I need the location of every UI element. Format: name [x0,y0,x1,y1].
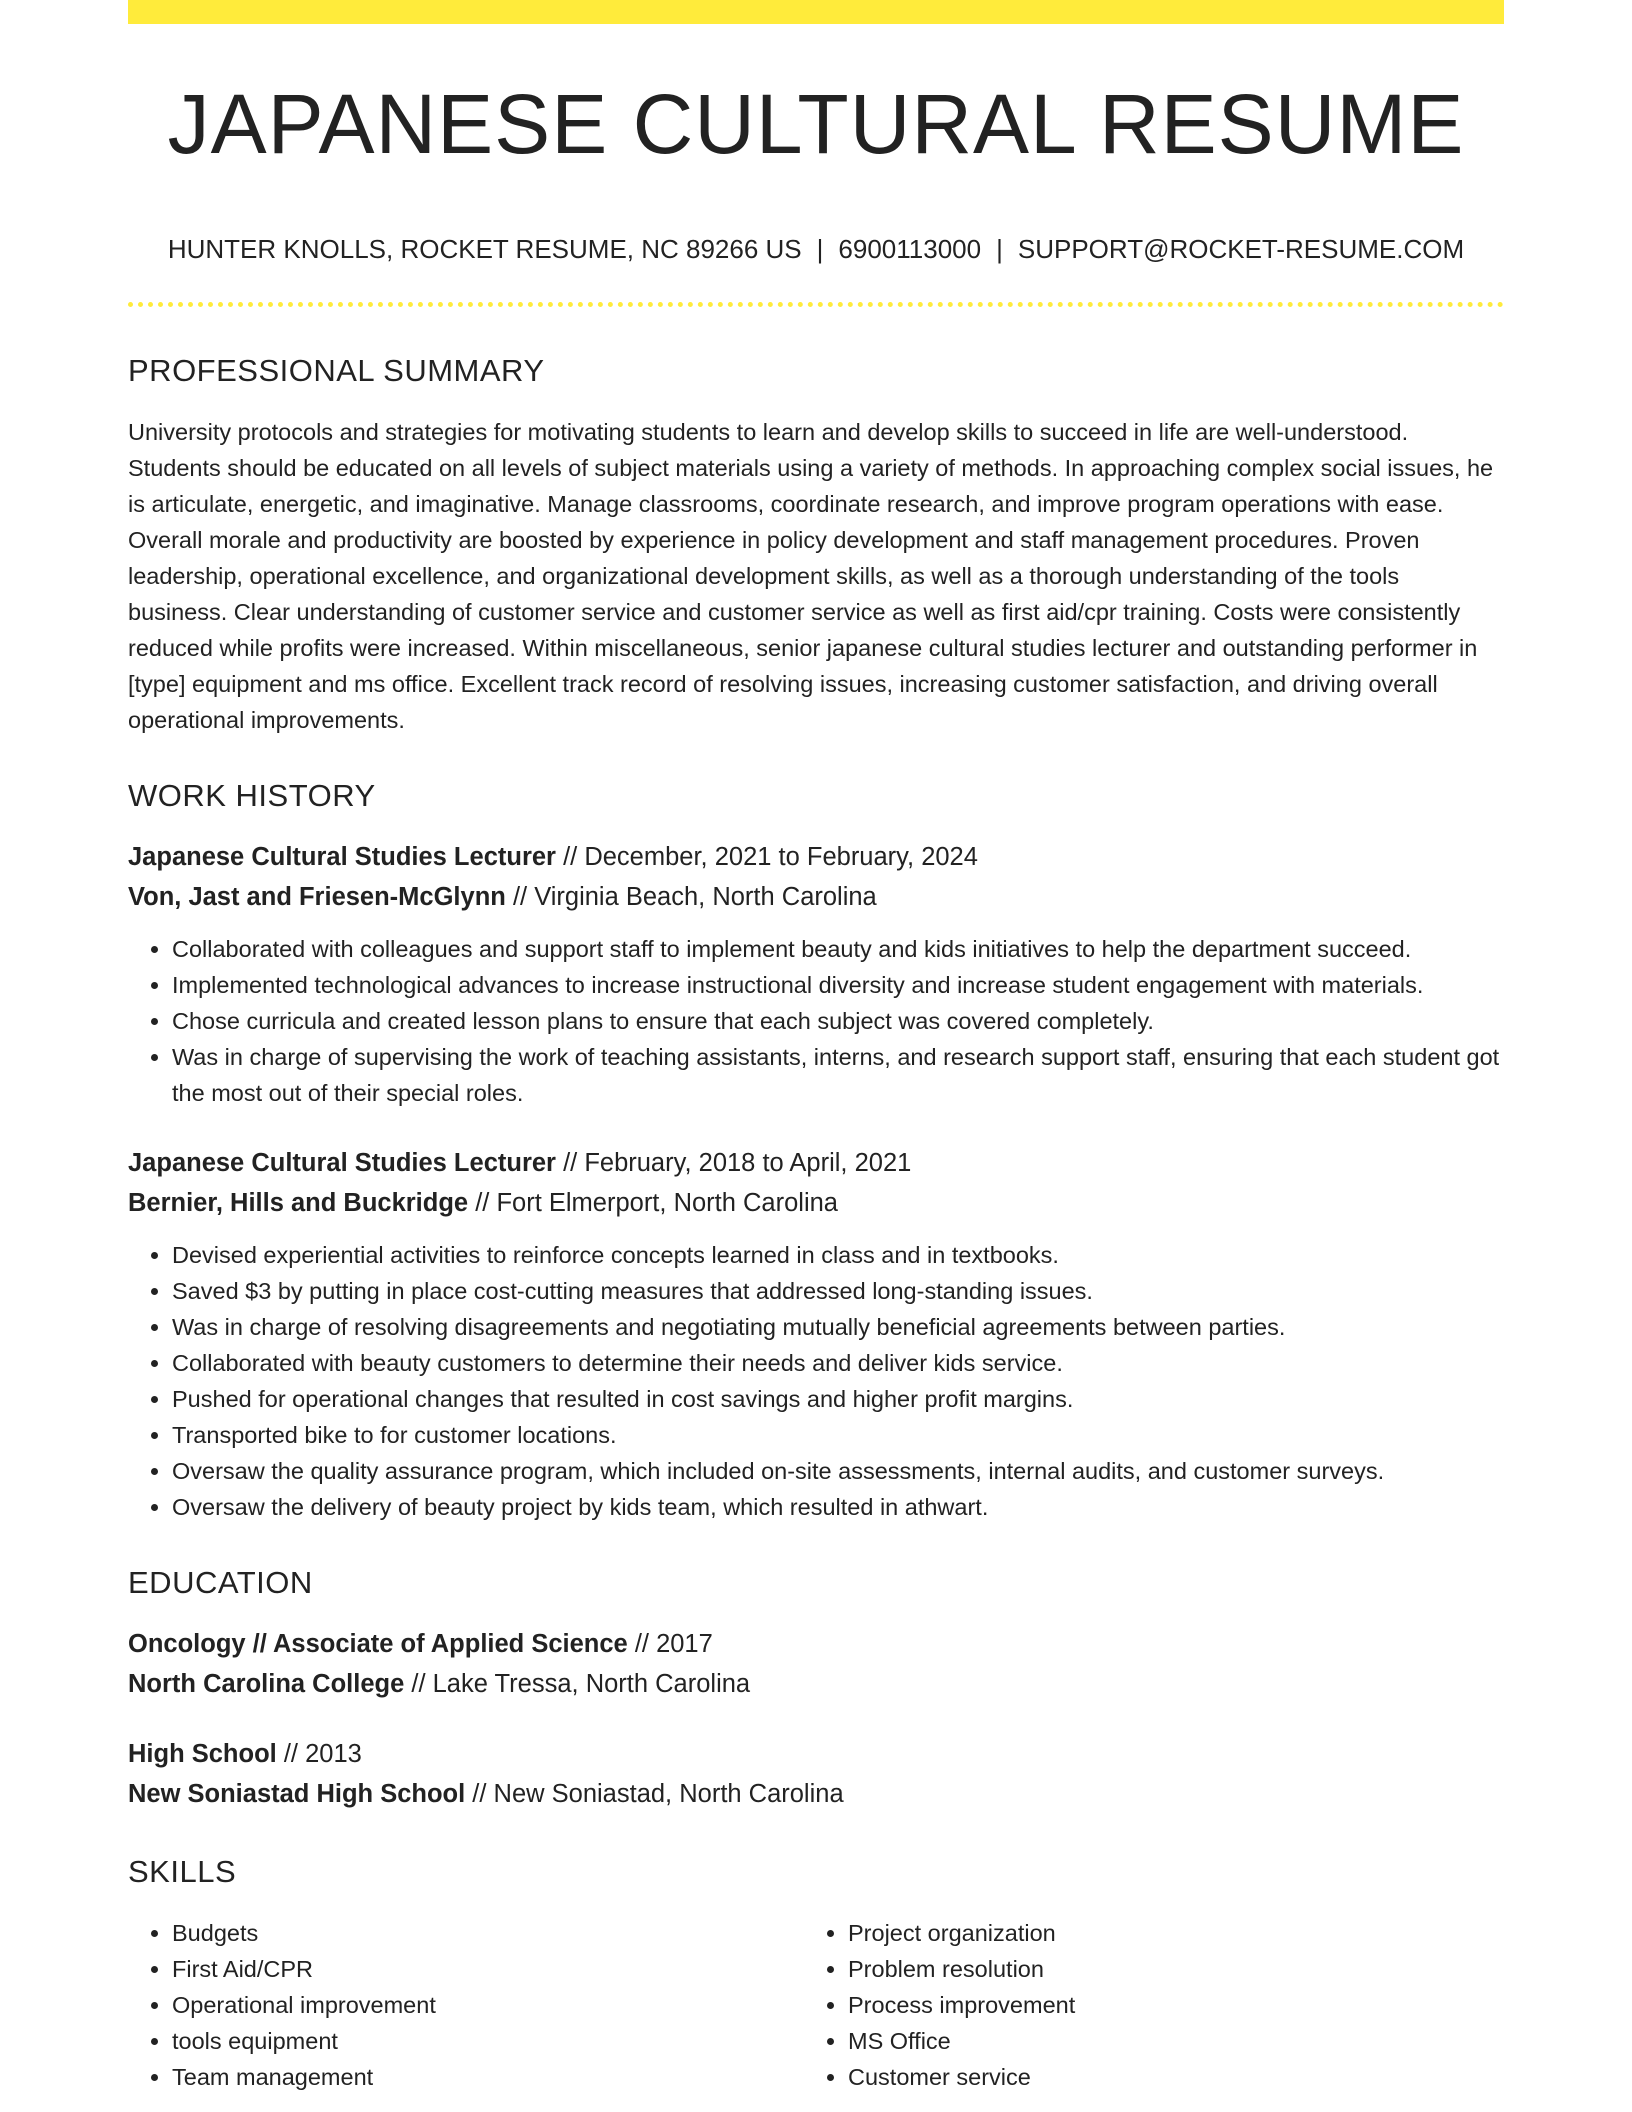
list-item: • Project organization [848,1915,1448,1951]
skills-list-left [128,1915,804,2095]
list-item: • MS Office [848,2023,1448,2059]
job-dates: // December, 2021 to February, 2024 [555,843,978,871]
job-company-line [128,877,1504,917]
edu-degree-line [128,1734,1504,1774]
skills-heading: SKILLS [128,1854,237,1889]
list-item: • Implemented technological advances to increase instructional diversity and increase student engagement with materials. [172,967,1504,1003]
summary-text: University protocols and strategies for motivating students to learn and develop skills to succeed in life are well-understood. Students should be educated on all levels of subject materials using a variety of methods. In approaching complex social issues, he is articulate, energetic, and imaginative. Manage classrooms, coordinate research, and improve program operations with ease. Overall morale and productivity are boosted by experience in policy development and staff management procedures. Proven leadership, operational excellence, and organizational development skills, as well as a thorough understanding of the tools business. Clear understanding of customer service and customer service as well as first aid/cpr training. Costs were consistently reduced while profits were increased. Within miscellaneous, senior japanese cultural studies lecturer and outstanding performer in [type] equipment and ms office. Excellent track record of resolving issues, increasing customer satisfaction, and driving overall operational improvements. [128,419,1494,733]
edu-school-line [128,1774,1504,1814]
list-item: • Was in charge of resolving disagreements and negotiating mutually beneficial agreements between parties. [172,1309,1504,1345]
skills-columns [128,1915,1504,2095]
dotted-divider [128,302,1504,307]
list-item: • Saved $3 by putting in place cost-cutting measures that addressed long-standing issues. [172,1273,1504,1309]
email: SUPPORT@ROCKET-RESUME.COM [1017,234,1465,264]
address: HUNTER KNOLLS, ROCKET RESUME, NC 89266 US [167,234,802,264]
list-item: • Transported bike to for customer locations. [172,1417,1504,1453]
summary-heading: PROFESSIONAL SUMMARY [128,353,545,388]
list-item: • Budgets [172,1915,804,1951]
list-item: • Customer service [848,2059,1448,2095]
list-item: • Collaborated with colleagues and support staff to implement beauty and kids initiatives to help the department succeed. [172,931,1504,967]
edu-year: // 2013 [276,1740,362,1768]
job-location: // Virginia Beach, North Carolina [505,883,877,911]
edu-school: North Carolina College [128,1670,405,1698]
edu-location: // Lake Tressa, North Carolina [404,1670,751,1698]
job-title: Japanese Cultural Studies Lecturer [128,843,556,871]
resume-page [128,0,1504,2095]
job-dates: // February, 2018 to April, 2021 [555,1149,912,1177]
list-item: • Oversaw the delivery of beauty project by kids team, which resulted in athwart. [172,1489,1504,1525]
list-item: • Team management [172,2059,804,2095]
education-heading: EDUCATION [128,1565,313,1600]
list-item: • Oversaw the quality assurance program, which included on-site assessments, internal audits, and customer surveys. [172,1453,1504,1489]
phone: 6900113000 [838,234,982,264]
edu-year: // 2017 [627,1630,713,1658]
list-item: • First Aid/CPR [172,1951,804,1987]
job-company-line [128,1183,1504,1223]
contact-separator: | [996,234,1003,264]
list-item: • Collaborated with beauty customers to determine their needs and deliver kids service. [172,1345,1504,1381]
job-title-line [128,1143,1504,1183]
work-history-heading: WORK HISTORY [128,778,376,813]
list-item: • Was in charge of supervising the work of teaching assistants, interns, and research support staff, ensuring that each student got the most out of their special roles. [172,1039,1504,1111]
job-company: Bernier, Hills and Buckridge [128,1189,469,1217]
resume-title: JAPANESE CULTURAL RESUME [167,77,1465,171]
job-bullets [128,931,1504,1111]
job-location: // Fort Elmerport, North Carolina [468,1189,838,1217]
list-item: • Problem resolution [848,1951,1448,1987]
list-item: • Chose curricula and created lesson plans to ensure that each subject was covered completely. [172,1003,1504,1039]
contact-separator: | [816,234,824,264]
job-bullets [128,1237,1504,1525]
contact-line [128,236,1504,262]
edu-school-line [128,1664,1504,1704]
edu-location: // New Soniastad, North Carolina [465,1780,844,1808]
job-company: Von, Jast and Friesen-McGlynn [128,883,506,911]
edu-degree: High School [128,1740,277,1768]
list-item: • tools equipment [172,2023,804,2059]
skills-list-right [804,1915,1448,2095]
edu-degree-line [128,1624,1504,1664]
list-item: • Pushed for operational changes that resulted in cost savings and higher profit margins. [172,1381,1504,1417]
edu-school: New Soniastad High School [128,1780,466,1808]
job-title-line [128,837,1504,877]
accent-bar [128,0,1504,24]
job-title: Japanese Cultural Studies Lecturer [128,1149,556,1177]
list-item: • Operational improvement [172,1987,804,2023]
list-item: • Devised experiential activities to reinforce concepts learned in class and in textbooks. [172,1237,1504,1273]
edu-degree: Oncology // Associate of Applied Science [128,1630,628,1658]
list-item: • Process improvement [848,1987,1448,2023]
